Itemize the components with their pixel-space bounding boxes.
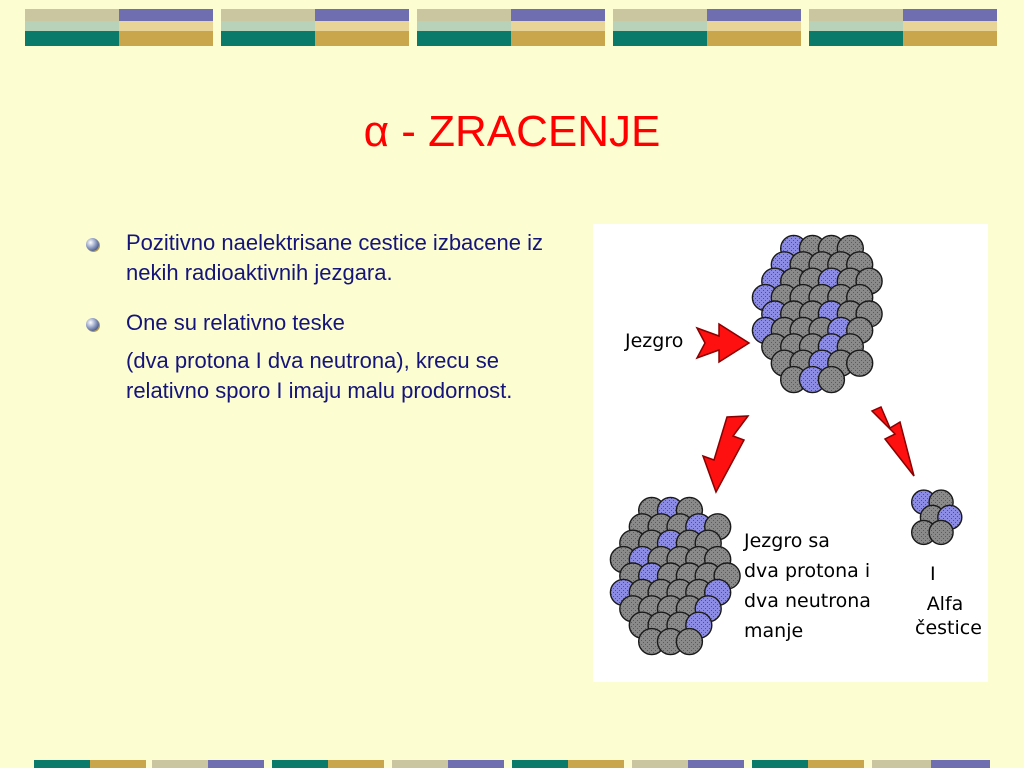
band-tile <box>512 760 624 768</box>
bullet-continuation: (dva protona I dva neutrona), krecu se relativno sporo I imaju malu prodornost. <box>126 348 513 403</box>
decorative-top-band <box>0 0 1024 50</box>
band-tile <box>221 9 409 46</box>
band-tile <box>152 760 264 768</box>
decorative-bottom-band <box>0 756 1024 768</box>
bullet-icon <box>86 318 99 331</box>
bullet-item <box>86 308 546 406</box>
neutron <box>847 350 873 376</box>
neutron <box>929 520 953 544</box>
band-tile <box>752 760 864 768</box>
label-i: I <box>930 563 936 585</box>
arrow-to-nucleus-icon <box>697 324 749 362</box>
band-tile <box>417 9 605 46</box>
label-daughter-nucleus: Jezgro sa dva protona i dva neutrona manje <box>744 530 871 642</box>
band-tile <box>809 9 997 46</box>
band-tile <box>25 9 213 46</box>
band-tile <box>392 760 504 768</box>
alpha-decay-figure <box>593 224 988 682</box>
bullet-text: Pozitivno naelektrisane cestice izbacene iz nekih radioaktivnih jezgara. <box>126 230 544 285</box>
bullet-text: One su relativno teske <box>126 310 345 335</box>
neutron <box>676 629 702 655</box>
band-tile <box>272 760 384 768</box>
arrow-down-right-icon <box>872 407 914 476</box>
bullet-item <box>86 228 546 288</box>
band-tile <box>872 760 990 768</box>
band-tile <box>632 760 744 768</box>
neutron <box>818 367 844 393</box>
label-nucleus: Jezgro <box>625 330 684 352</box>
band-tile <box>34 760 146 768</box>
bullet-list <box>86 228 546 426</box>
arrow-down-left-icon <box>703 416 748 492</box>
daughter-nucleus <box>610 497 740 654</box>
bullet-icon <box>86 238 99 251</box>
label-alpha-particles: Alfa čestice <box>915 593 982 639</box>
parent-nucleus <box>752 235 882 392</box>
band-tile <box>613 9 801 46</box>
alpha-particle <box>912 490 962 544</box>
slide-title: α - ZRACENJE <box>363 107 661 156</box>
